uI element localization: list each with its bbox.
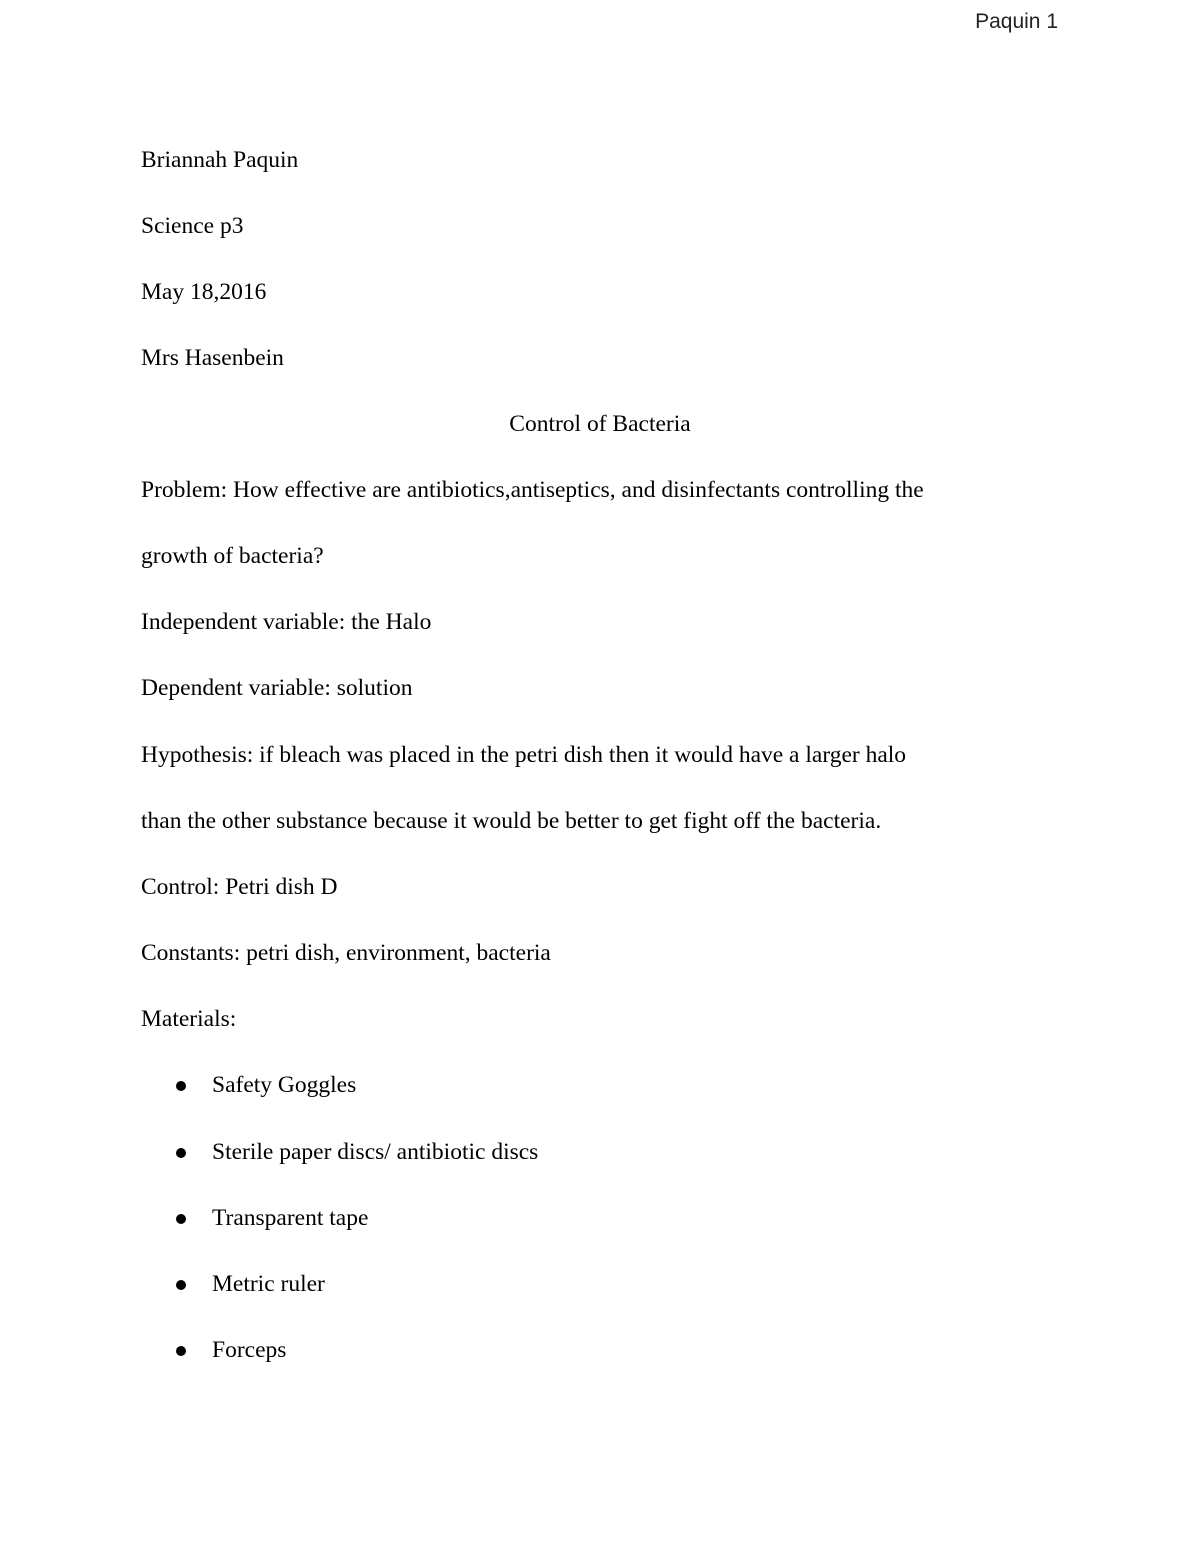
dependent-variable: Dependent variable: solution <box>141 675 413 701</box>
bullet-icon <box>176 1280 186 1290</box>
bullet-icon <box>176 1214 186 1224</box>
problem-line-1: Problem: How effective are antibiotics,antiseptics, and disinfectants controlling the <box>141 477 924 503</box>
materials-label: Materials: <box>141 1006 237 1032</box>
class-period: Science p3 <box>141 213 244 239</box>
hypothesis-line-2: than the other substance because it would be better to get fight off the bacteria. <box>141 808 882 834</box>
bullet-icon <box>176 1081 186 1091</box>
hypothesis-line-1: Hypothesis: if bleach was placed in the petri dish then it would have a larger halo <box>141 742 907 768</box>
student-name: Briannah Paquin <box>141 147 299 173</box>
teacher-name: Mrs Hasenbein <box>141 345 284 371</box>
control-statement: Control: Petri dish D <box>141 874 338 900</box>
bullet-icon <box>176 1148 186 1158</box>
problem-line-2: growth of bacteria? <box>141 543 324 569</box>
list-item-text: Transparent tape <box>212 1205 369 1231</box>
list-item-text: Forceps <box>212 1337 287 1363</box>
list-item-text: Safety Goggles <box>212 1072 357 1098</box>
independent-variable: Independent variable: the Halo <box>141 609 432 635</box>
document-title: Control of Bacteria <box>509 411 691 437</box>
constants-statement: Constants: petri dish, environment, bacteria <box>141 940 551 966</box>
list-item-text: Sterile paper discs/ antibiotic discs <box>212 1139 539 1165</box>
assignment-date: May 18,2016 <box>141 279 267 305</box>
list-item-text: Metric ruler <box>212 1271 325 1297</box>
page-header: Paquin 1 <box>975 10 1058 33</box>
bullet-icon <box>176 1346 186 1356</box>
